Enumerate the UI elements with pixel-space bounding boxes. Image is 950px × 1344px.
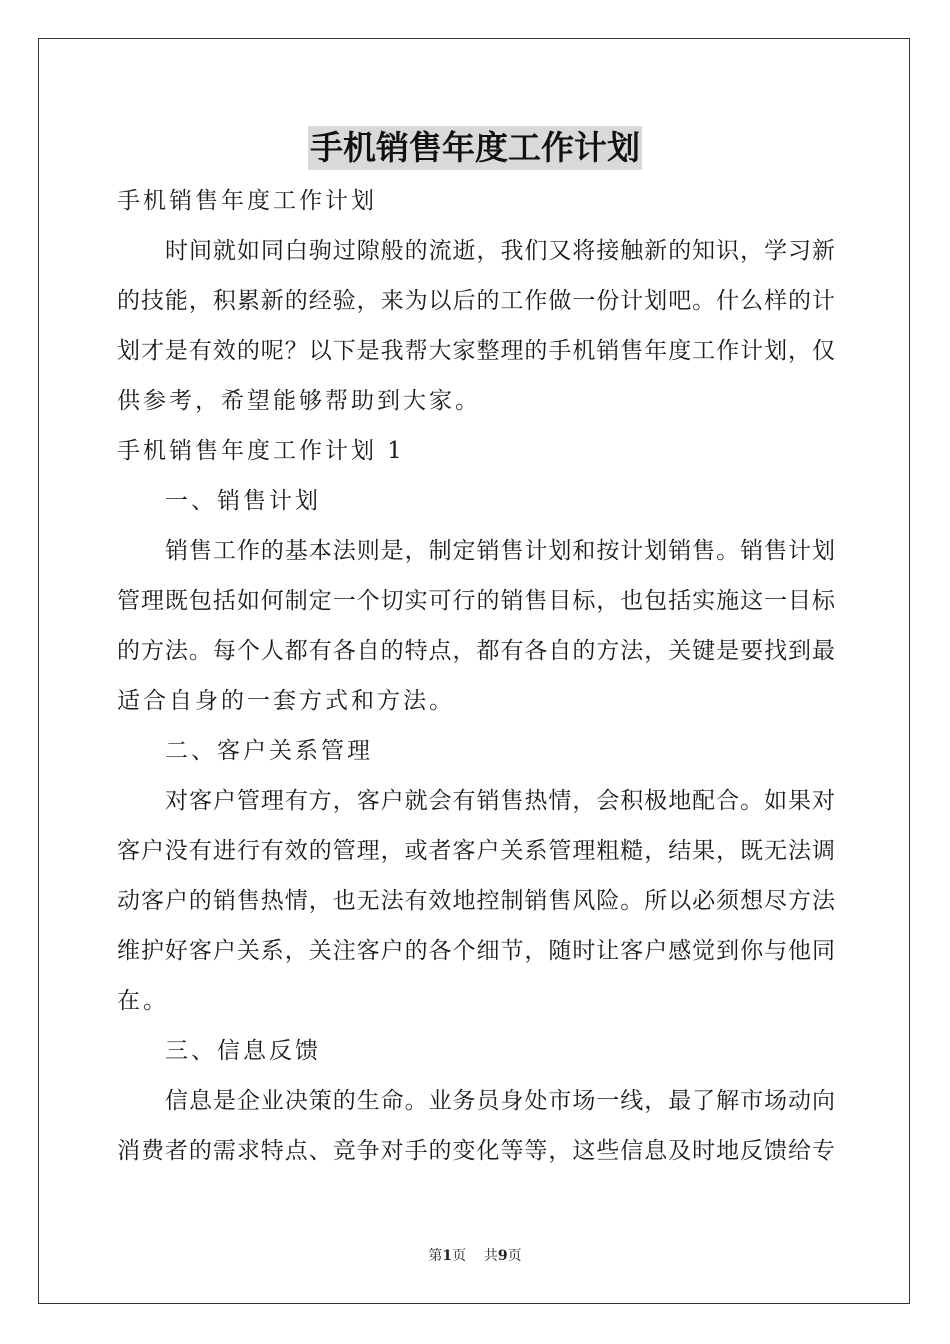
text-line: 二、客户关系管理	[165, 738, 373, 764]
text-line: 在。	[117, 988, 169, 1014]
text-line: 时间就如同白驹过隙般的流逝，我们又将接触新的知识，学习新	[165, 238, 835, 264]
text-line: 一、销售计划	[165, 488, 321, 514]
text-line: 的技能，积累新的经验，来为以后的工作做一份计划吧。什么样的计	[117, 288, 835, 314]
footer-total-suffix: 页	[507, 1248, 522, 1264]
text-line: 对客户管理有方，客户就会有销售热情，会积极地配合。如果对	[165, 788, 835, 814]
text-line: 的方法。每个人都有各自的特点，都有各自的方法，关键是要找到最	[117, 638, 835, 664]
text-line: 客户没有进行有效的管理，或者客户关系管理粗糙，结果，既无法调	[117, 838, 835, 864]
text-line: 信息是企业决策的生命。业务员身处市场一线，最了解市场动向	[165, 1088, 835, 1114]
footer-page-prefix: 第	[428, 1248, 443, 1264]
text-line: 供参考，希望能够帮助到大家。	[117, 388, 481, 414]
page-footer	[0, 1245, 950, 1265]
text-line: 维护好客户关系，关注客户的各个细节，随时让客户感觉到你与他同	[117, 938, 835, 964]
title-row	[0, 126, 950, 170]
document-title: 手机销售年度工作计划	[308, 126, 642, 170]
text-line: 手机销售年度工作计划	[117, 188, 377, 214]
text-line: 消费者的需求特点、竞争对手的变化等等，这些信息及时地反馈给专	[117, 1138, 835, 1164]
text-line: 手机销售年度工作计划 1	[117, 438, 405, 464]
document-body	[117, 176, 835, 1176]
text-line: 动客户的销售热情，也无法有效地控制销售风险。所以必须想尽方法	[117, 888, 835, 914]
text-line: 划才是有效的呢？以下是我帮大家整理的手机销售年度工作计划，仅	[117, 338, 835, 364]
text-line: 管理既包括如何制定一个切实可行的销售目标，也包括实施这一目标	[117, 588, 835, 614]
footer-page-suffix: 页	[452, 1248, 467, 1264]
footer-total-prefix: 共	[483, 1248, 498, 1264]
text-line: 适合自身的一套方式和方法。	[117, 688, 455, 714]
text-line: 三、信息反馈	[165, 1038, 321, 1064]
footer-page-total: 9	[497, 1248, 508, 1264]
text-line: 销售工作的基本法则是，制定销售计划和按计划销售。销售计划	[165, 538, 835, 564]
footer-page-current: 1	[442, 1248, 453, 1264]
